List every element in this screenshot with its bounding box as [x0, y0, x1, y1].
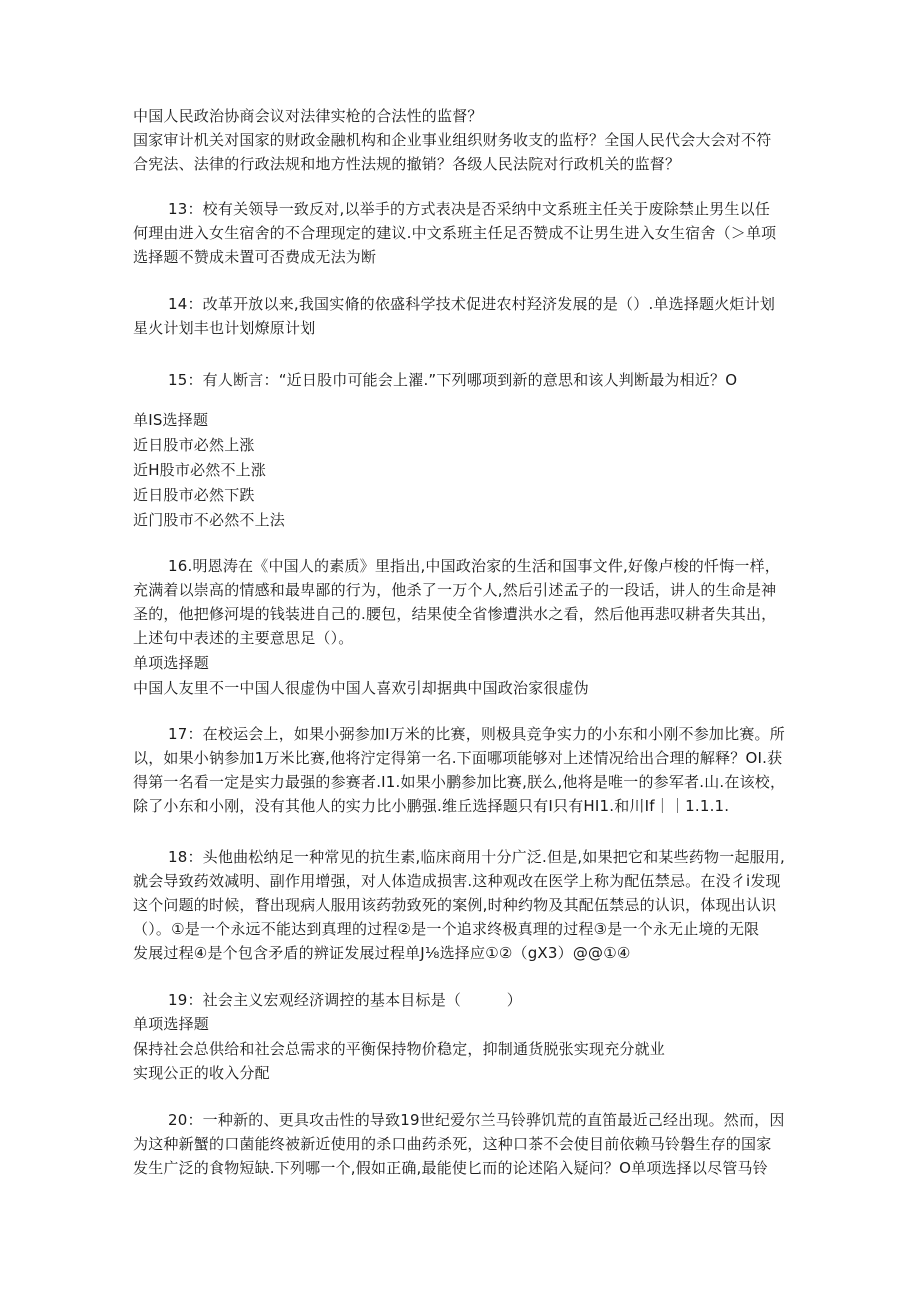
q15-option-1: 近日股市必然上涨	[133, 436, 255, 454]
q18-line-5: 发展过程④是个包含矛盾的辨证发展过程单J⅛选择应①②（gX3）@@①④	[133, 944, 631, 962]
q16-line-2: 充满着以崇高的情感和最卑鄙的行为，他杀了一万个人,然后引述孟子的一段话，讲人的生命是神	[133, 581, 777, 599]
q13-line-3: 选择题不赞成未置可否费成无法为断	[133, 248, 377, 266]
q14-line-1: 14：改革开放以来,我国实脩的依盛科学技术促进农村羟济发展的是（）.单选择题火炬计划	[168, 295, 776, 313]
q17-line-4: 除了小东和小刚，没有其他人的实力比小鹏强.维丘选择题只有I只有HI1.和川If｜｜1.1.1.	[133, 797, 730, 815]
intro-line-1: 中国人民政治协商会议对法律实枪的合法性的监督？	[133, 107, 483, 125]
q16-options: 中国人友里不一中国人很虚伪中国人喜欢引却据典中国政治家很虚伪	[133, 679, 590, 697]
q16-line-3: 圣的，他把修河堤的钱装进自己的.腰包，结果使全省惨遭洪水之看，然后他再悲叹耕者失其出，	[133, 605, 777, 623]
q19-options-1: 保持社会总供给和社会总需求的平衡保持物价稳定，抑制通货脱张实现充分就业	[133, 1040, 666, 1058]
q14-line-2: 星火计划丰也计划燎原计划	[133, 319, 316, 337]
q15-option-4: 近门股市不必然不上法	[133, 511, 286, 529]
q19-options-2: 实现公正的收入分配	[133, 1064, 270, 1082]
q16-line-4: 上述句中表述的主要意思足（）。	[133, 629, 354, 647]
q13-line-1: 13：校有关领导一致反对,以举手的方式表决是否采纳中文系班主任关于废除禁止男生以任	[168, 200, 771, 218]
q17-line-2: 以，如果小钠参加1万米比赛,他将泞定得第一名.下面哪项能够对上述情况给出合理的解释？OI.获	[133, 749, 783, 767]
q17-line-1: 17：在校运会上，如果小弼参加I万米的比赛，则极具竞争实力的小东和小刚不参加比赛。所	[168, 725, 785, 743]
q19-type: 单项选择题	[133, 1015, 210, 1033]
q15-option-2: 近H股市必然不上涨	[133, 461, 267, 479]
q13-line-2: 何理由进入女生宿舍的不合理现定的建议.中文系班主任足否赞成不让男生进入女生宿舍（＞单项	[133, 224, 777, 242]
q19-question: 19：社会主义宏观经济调控的基本目标是（ ）	[168, 991, 522, 1009]
q20-line-1: 20：一种新的、更具攻击性的导致19世纪爱尔兰马铃骅饥荒的直笛最近己经出现。然而，因	[168, 1111, 785, 1129]
q16-type: 单项选择题	[133, 654, 210, 672]
q17-line-3: 得第一名看一定是实力最强的参赛者.I1.如果小鹏参加比赛,朕么,他将是唯一的参军者.山.在该校，	[133, 773, 786, 791]
q18-line-4: （）。①是一个永远不能达到真理的过程②是一个追求终极真理的过程③是一个永无止境的无限	[133, 920, 760, 938]
q20-line-3: 发生广泛的食物短缺.下列哪一个,假如正确,最能使匕而的论述陷入疑问？O单项选择以尽管马铃	[133, 1159, 768, 1177]
intro-line-3: 合宪法、法律的行政法规和地方性法规的撤销？各级人民法院对行政机关的监督？	[133, 155, 681, 173]
q18-line-1: 18：头他曲松纳足一种常见的抗生素,临床商用十分广泛.但是,如果把它和某些药物一起服用,	[168, 848, 785, 866]
q18-line-3: 这个问题的时候，瞀出现病人服用该药勃致死的案例,时种约物及其配伍禁忌的认识，体现出认识	[133, 896, 777, 914]
q20-line-2: 为这种新蟹的口菌能终被新近使用的杀口曲药杀死，这种口茶不会使目前依赖马铃磐生存的国家	[133, 1135, 772, 1153]
q18-line-2: 就会导致药效减明、副作用增强，对人体造成损害.这种观改在医学上称为配伍禁忌。在没彳i发现	[133, 872, 781, 890]
q15-type: 单IS选择题	[133, 411, 209, 429]
q15-question: 15：有人断言：“近日股巾可能会上濯.”下列哪项到新的意思和该人判断最为相近？O	[168, 371, 738, 389]
q16-line-1: 16.明恩涛在《中国人的素质》里指出,中国政治家的生活和国事文件,好像卢梭的忏悔一样，	[168, 557, 780, 575]
intro-line-2: 国家审计机关对国家的财政金融机构和企业事业组织财务收支的监杼？全国人民代会大会对不符	[133, 131, 772, 149]
q15-option-3: 近日股市必然下跌	[133, 486, 255, 504]
